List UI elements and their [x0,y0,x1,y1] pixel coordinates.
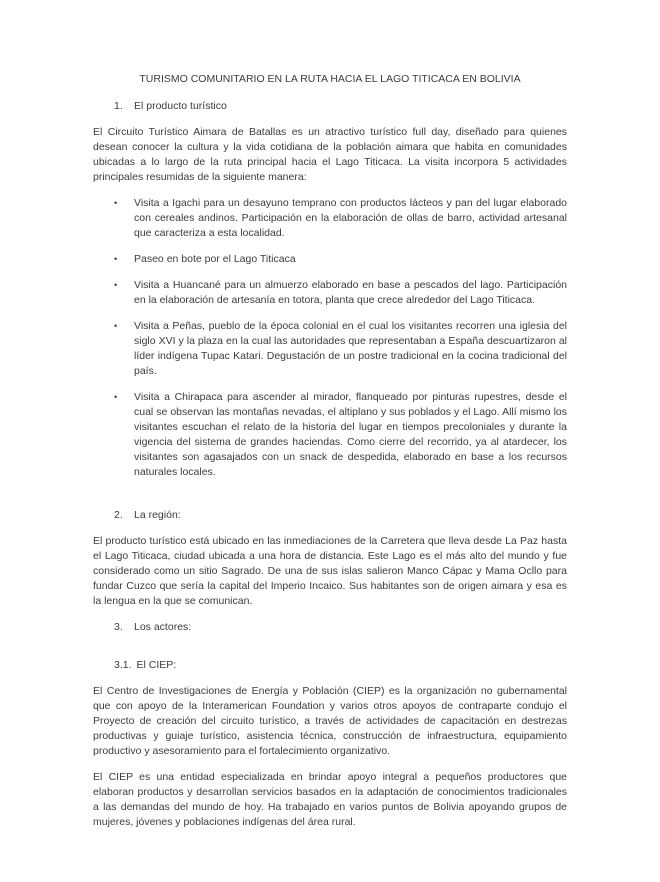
bullet-text-igachi: Visita a Igachi para un desayuno temprano con productos lácteos y pan del lugar elaborado con cereales andinos. Participación en la elaboración de ollas de barro, actividad artesanal que caracteriza a esta localidad. [134,197,567,239]
ciep-paragraph-1: El Centro de Investigaciones de Energía y Población (CIEP) es la organización no gubernamental que con apoyo de la Interamerican Foundation y varios otros apoyos de contraparte condujo el Proyecto de creación del circuito turístico, a través de actividades de capacitación en destrezas productivas y guiaje turístico, asistencia técnica, construcción de infraestructura, equipamiento productivo y asesoramiento para el fortalecimiento organizativo. [93,685,567,757]
bullet-text-chirapaca: Visita a Chirapaca para ascender al mirador, flanqueado por pinturas rupestres, desde el cual se observan las montañas nevadas, el altiplano y sus poblados y el Lago. Allí mismo los visitantes escuchan el relato de la historia del lugar en tiempos precoloniales y durante la vigencia del sistema de grandes haciendas. Como cierre del recorrido, ya al atardecer, los visitantes son agasajados con un snack de despedida, elaborado en base a los recursos naturales locales. [134,391,567,478]
section-2-label: La región: [134,509,181,521]
section-1-label: El producto turístico [134,100,227,112]
bullet-icon: • [114,198,118,208]
section-2-number: 2. [114,509,123,521]
bullet-icon: • [114,321,118,331]
section-3-1-number: 3.1. [114,659,132,671]
document-title: TURISMO COMUNITARIO EN LA RUTA HACIA EL LAGO TITICACA EN BOLIVIA [139,73,521,85]
ciep-paragraph-2: El CIEP es una entidad especializada en brindar apoyo integral a pequeños productores que elaboran productos y desarrollan servicios basados en la adaptación de conocimientos tradicionales a las demandas del mundo de hoy. Ha trabajado en varios puntos de Bolivia apoyando grupos de mujeres, jóvenes y poblaciones indígenas del área rural. [93,771,567,828]
bullet-icon: • [114,280,118,290]
bullet-text-penas: Visita a Peñas, pueblo de la época colonial en el cual los visitantes recorren una iglesia del siglo XVI y la plaza en la cual las autoridades que representaban a España descuartizaron al líder indígena Tupac Katari. Degustación de un postre tradicional en la cocina tradicional del país. [134,320,567,377]
list-item [114,278,567,308]
bullet-text-huancane: Visita a Huancané para un almuerzo elaborado en base a pescados del lago. Participación en la elaboración de artesanía en totora, planta que crece alrededor del Lago Titicaca. [134,279,567,306]
section-1-number: 1. [114,100,123,112]
section-3-1-heading [114,658,567,673]
bullet-text-paseo: Paseo en bote por el Lago Titicaca [134,253,296,265]
list-item [114,390,567,480]
section-3-1-label: El CIEP: [136,659,177,671]
section-1-heading [114,99,567,114]
activities-bullet-list [114,196,567,480]
list-item [114,196,567,241]
region-paragraph: El producto turístico está ubicado en las inmediaciones de la Carretera que lleva desde La Paz hasta el Lago Titicaca, ciudad ubicada a una hora de distancia. Este Lago es el más alto del mundo y fue considerado como un sitio Sagrado. De una de sus islas salieron Manco Cápac y Mama Ocllo para fundar Cuzco que sería la capital del Imperio Incaico. Sus habitantes son de origen aimara y esa es la lengua en la que se comunican. [93,535,567,607]
intro-paragraph: El Circuito Turístico Aimara de Batallas es un atractivo turístico full day, diseñado para quienes desean conocer la cultura y la vida cotidiana de la población aimara que habita en comunidades ubicadas a lo largo de la ruta principal hacia el Lago Titicaca. La visita incorpora 5 actividades principales resumidas de la siguiente manera: [93,126,567,183]
bullet-icon: • [114,392,118,402]
list-item [114,252,567,267]
section-3-label: Los actores: [134,621,192,633]
section-2-heading [114,508,567,523]
section-3-heading [114,620,567,635]
bullet-icon: • [114,254,118,264]
list-item [114,319,567,379]
section-3-number: 3. [114,621,123,633]
